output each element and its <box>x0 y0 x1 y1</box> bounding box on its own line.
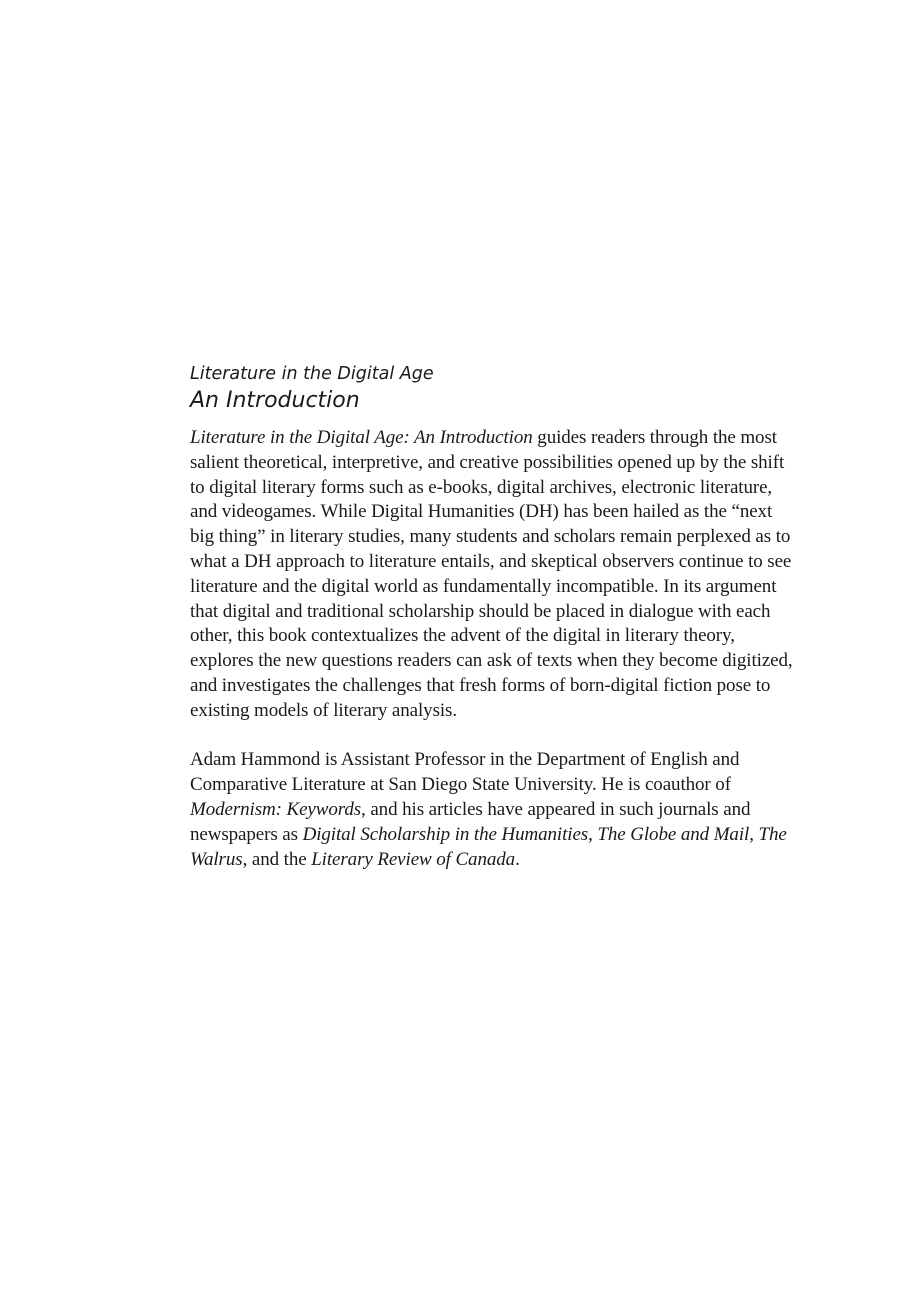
author-bio-text: , and the <box>242 848 312 870</box>
publication-title: The Walrus <box>190 823 787 870</box>
publication-title: Literary Review of Canada <box>311 848 516 870</box>
author-bio-text: . <box>515 848 520 870</box>
book-title-reference: Literature in the Digital Age: An Introduction <box>190 427 533 448</box>
author-bio-text: , and his articles have appeared in such journals and newspapers as <box>190 798 751 845</box>
description-text: guides readers through the most salient theoretical, interpretive, and creative possibilities opened up by the shift to digital literary forms such as e-books, digital archives, electronic literature, and videogames. While Digital Humanities (DH) has been hailed as the “next big thing” in literary studies, many students and scholars remain perplexed as to what a DH approach to literature entails, and skeptical observers continue to see literature and the digital world as fundamentally incompatible. In its argument that digital and traditional scholarship should be placed in dialogue with each other, this book contextualizes the advent of the digital in literary theory, explores the new questions readers can ask of texts when they become digitized, and investigates the challenges that fresh forms of born-digital fiction pose to existing models of literary analysis. <box>190 427 793 721</box>
author-bio <box>190 748 800 872</box>
book-blurb-page <box>190 362 800 872</box>
author-bio-text: Adam Hammond is Assistant Professor in the Department of English and Comparative Literature at San Diego State University. He is coauthor of <box>190 749 740 796</box>
book-subtitle: An Introduction <box>190 388 360 413</box>
book-description <box>190 426 800 724</box>
separator: , <box>588 823 598 845</box>
publication-title: The Globe and Mail <box>597 823 750 845</box>
publication-title: Digital Scholarship in the Humanities <box>302 823 589 845</box>
publication-title: Modernism: Keywords <box>190 798 362 820</box>
series-title: Literature in the Digital Age <box>190 364 434 384</box>
separator: , <box>749 823 759 845</box>
